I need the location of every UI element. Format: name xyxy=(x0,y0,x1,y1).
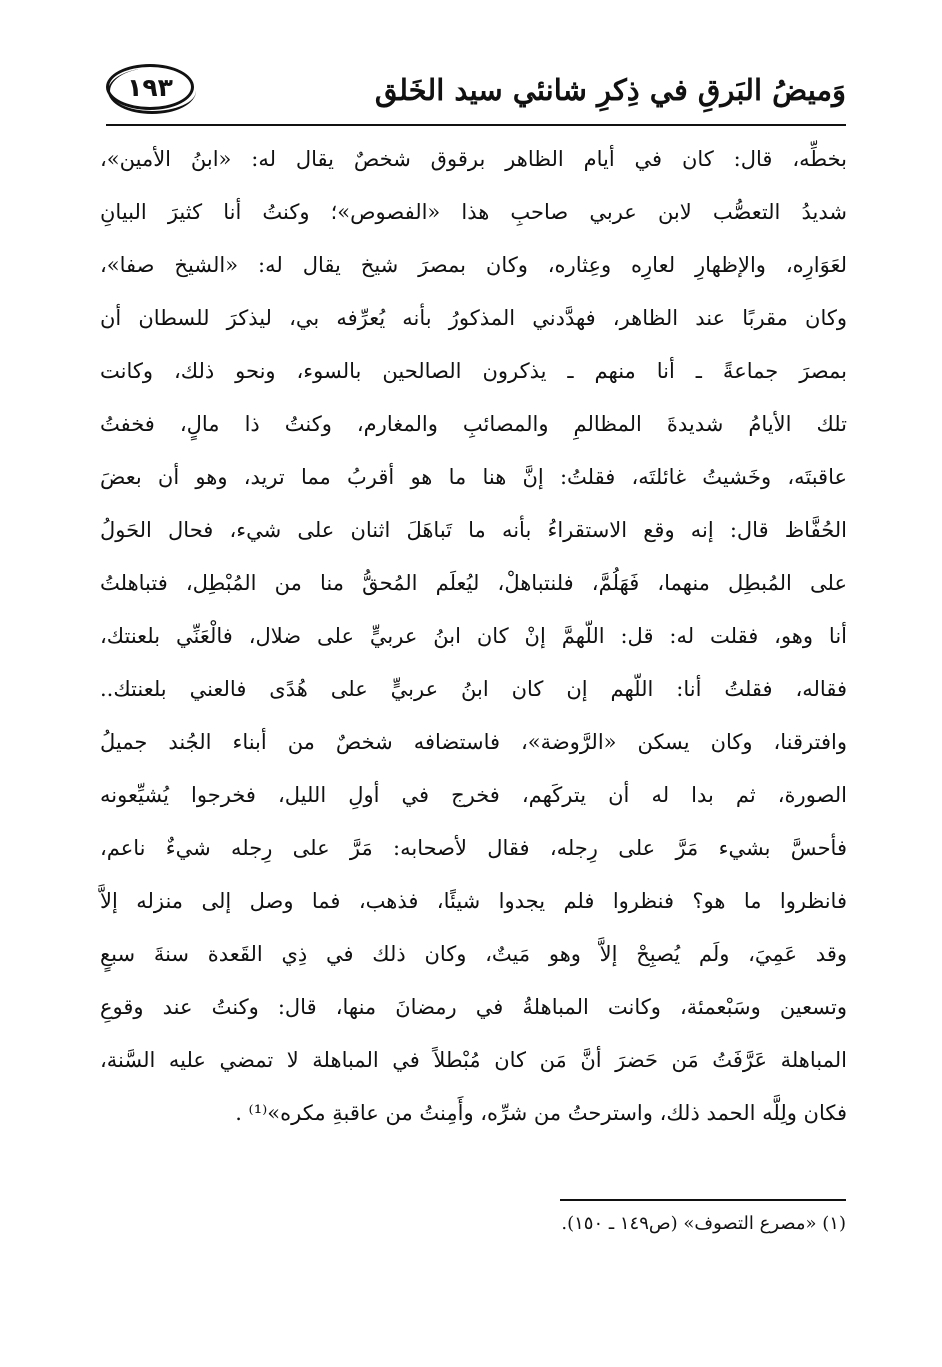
text-line: وقد عَمِيَ، ولَم يُصبِحْ إلاَّ وهو مَيتٌ، وكان ذلك في ذِي القَعدة سنةَ سبعٍ xyxy=(100,942,847,966)
text-line: عاقبتَه، وخَشيتُ غائلتَه، فقلتُ: إنَّ هنا ما هو أقربُ مما تريد، وهو أن بعضَ xyxy=(100,465,847,489)
text-line: فانظروا ما هو؟ فنظروا فلم يجدوا شيئًا، فذهب، فما وصل إلى منزله إلاَّ xyxy=(100,889,847,913)
text-line: الصورة، ثم بدا له أن يتركَهم، فخرج في أولِ الليل، فخرجوا يُشيِّعونه xyxy=(100,783,847,807)
text-line: فكان ولِلَّه الحمد ذلك، واسترحتُ من شرِّه، وأَمِنتُ من عاقبةِ مكره»⁽¹⁾ . xyxy=(235,1101,847,1125)
footnote-rule xyxy=(560,1199,846,1201)
page-header xyxy=(106,60,846,124)
header-rule xyxy=(106,124,846,126)
page-number-oval xyxy=(106,64,194,110)
text-line: لعَوَارِه، والإظهارِ لعارِه وعِثاره، وكان بمصرَ شيخ يقال له: «الشيخ صفا»، xyxy=(100,253,847,277)
text-line: أنا وهو، فقلت له: قل: اللّهمَّ إنْ كان ابنُ عربيٍّ على ضلال، فالْعَنِّي بلعنتك، xyxy=(100,624,847,648)
text-line: على المُبطِل منهما، فَهَلُمَّ، فلنتباهلْ، ليُعلَم المُحقُّ منا من المُبْطِل، فتباهلتُ xyxy=(100,571,847,595)
text-line: وافترقنا، وكان يسكن «الرَّوضة»، فاستضافه شخصٌ من أبناء الجُند جميلُ xyxy=(100,730,847,754)
text-line: المباهلة عَرَّفَتُ مَن حَضرَ أنَّ مَن كان مُبْطلاً في المباهلة لا تمضي عليه السَّنة، xyxy=(100,1048,847,1072)
text-line: وتسعين وسَبْعمئة، وكانت المباهلةُ في رمضانَ منها، قال: وكنتُ عند وقوعِ xyxy=(100,995,847,1019)
text-line: بخطِّه، قال: كان في أيام الظاهر برقوق شخصٌ يقال له: «ابنُ الأمين»، xyxy=(100,147,847,171)
text-line: شديدُ التعصُّب لابن عربي صاحبِ هذا «الفصوص»؛ وكنتُ أنا كثيرَ البيانِ xyxy=(100,200,847,224)
page-number: ١٩٣ xyxy=(127,72,173,102)
text-line: فأحسَّ بشيء مَرَّ على رِجله، فقال لأصحابه: مَرَّ على رِجله شيءٌ ناعم، xyxy=(100,836,847,860)
body-text xyxy=(100,133,847,1140)
footnote: (١) «مصرع التصوف» (ص١٤٩ ـ ١٥٠). xyxy=(561,1213,846,1234)
text-line: فقاله، فقلتُ أنا: اللّهم إن كان ابنُ عربيٍّ على هُدًى فالعني بلعنتك.. xyxy=(100,677,847,701)
text-line: بمصرَ جماعةً ـ أنا منهم ـ يذكرون الصالحين بالسوء، ونحو ذلك، وكانت xyxy=(100,359,847,383)
text-line: تلك الأيامُ شديدةَ المظالمِ والمصائبِ والمغارم، وكنتُ ذا مالٍ، فخفتُ xyxy=(100,412,847,436)
running-title: وَميضُ البَرقِ في ذِكرِ شانئي سيد الخَلق xyxy=(374,73,846,107)
text-line: الحُفَّاظ قال: إنه وقع الاستقراءُ بأنه ما تَباهَلَ اثنان على شيء، فحال الحَولُ xyxy=(100,518,847,542)
text-line: وكان مقربًا عند الظاهر، فهدَّدني المذكورُ بأنه يُعرِّفه بي، ليذكرَ للسطان أن xyxy=(100,306,847,330)
